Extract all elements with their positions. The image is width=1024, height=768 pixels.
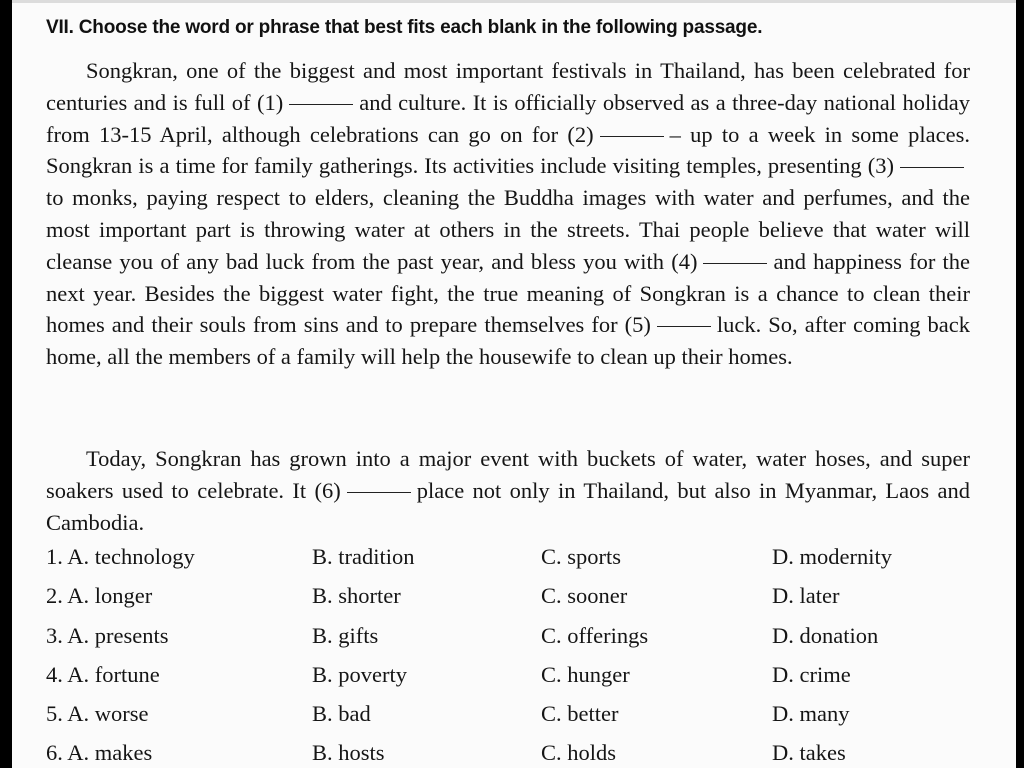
option-b: B. poverty	[312, 661, 407, 687]
question-row-2	[46, 581, 986, 620]
question-row-6	[46, 738, 986, 768]
exercise-heading: VII. Choose the word or phrase that best fits each blank in the following passage.	[46, 17, 763, 38]
option-a: 5. A. worse	[46, 701, 149, 727]
blank-3	[900, 166, 964, 168]
question-row-1	[46, 542, 986, 581]
passage-text: luck. So, after coming back home, all the members of a family will help the housewife to clean up their homes.	[46, 312, 970, 370]
option-a: 3. A. presents	[46, 622, 169, 648]
option-b: B. gifts	[312, 622, 379, 648]
option-c: C. sports	[541, 544, 622, 569]
top-rule	[12, 0, 1016, 3]
passage-text: Today, Songkran has grown into a major event with buckets of water, water hoses, and super soakers used to celebrate. It (6)	[46, 446, 970, 503]
option-d: D. modernity	[772, 544, 892, 569]
passage-paragraph-2	[46, 443, 970, 538]
option-a: 2. A. longer	[46, 583, 153, 609]
option-d: D. takes	[772, 740, 846, 766]
passage-paragraph-1	[46, 55, 970, 373]
blank-5	[657, 325, 711, 327]
option-b: B. bad	[312, 701, 371, 727]
question-row-4	[46, 660, 986, 699]
passage-text: place not only in Thailand, but also in Myanmar, Laos and Cambodia.	[46, 477, 970, 535]
option-c: C. holds	[541, 740, 617, 766]
option-a: 6. A. makes	[46, 740, 153, 766]
option-a: 1. A. technology	[46, 544, 195, 569]
option-c: C. offerings	[541, 622, 649, 648]
blank-2	[600, 135, 664, 137]
option-b: B. hosts	[312, 740, 385, 766]
passage-text: – up to a week in some places. Songkran is a time for family gatherings. Its activities include visiting temples, presenting (3)	[46, 121, 970, 179]
passage-text: Songkran, one of the biggest and most important festivals in Thailand, has been celebrated for centuries and is full of (1)	[46, 58, 970, 115]
option-b: B. shorter	[312, 583, 401, 609]
option-d: D. many	[772, 701, 850, 727]
passage-text: to monks, paying respect to elders, cleaning the Buddha images with water and perfumes, and the most important part is throwing water at others in the streets. Thai people believe that water will cleanse you of any bad luck from the past year, and bless you with (4)	[46, 185, 970, 274]
option-c: C. better	[541, 701, 619, 727]
question-row-3	[46, 621, 986, 660]
blank-4	[703, 262, 767, 264]
question-row-5	[46, 699, 986, 738]
option-d: D. crime	[772, 661, 851, 687]
answer-options	[46, 542, 986, 768]
option-d: D. later	[772, 583, 840, 609]
blank-1	[289, 103, 353, 105]
option-b: B. tradition	[312, 544, 415, 569]
option-c: C. hunger	[541, 661, 630, 687]
passage-text: and culture. It is officially observed as a three-day national holiday from 13-15 April, although celebrations can go on for (2)	[46, 89, 970, 147]
option-a: 4. A. fortune	[46, 661, 160, 687]
option-c: C. sooner	[541, 583, 628, 609]
option-d: D. donation	[772, 622, 879, 648]
worksheet-page	[12, 0, 1016, 768]
passage-text: and happiness for the next year. Besides the biggest water fight, the true meaning of Songkran is a chance to clean their homes and their souls from sins and to prepare themselves for (5)	[46, 248, 970, 338]
blank-6	[347, 491, 411, 493]
